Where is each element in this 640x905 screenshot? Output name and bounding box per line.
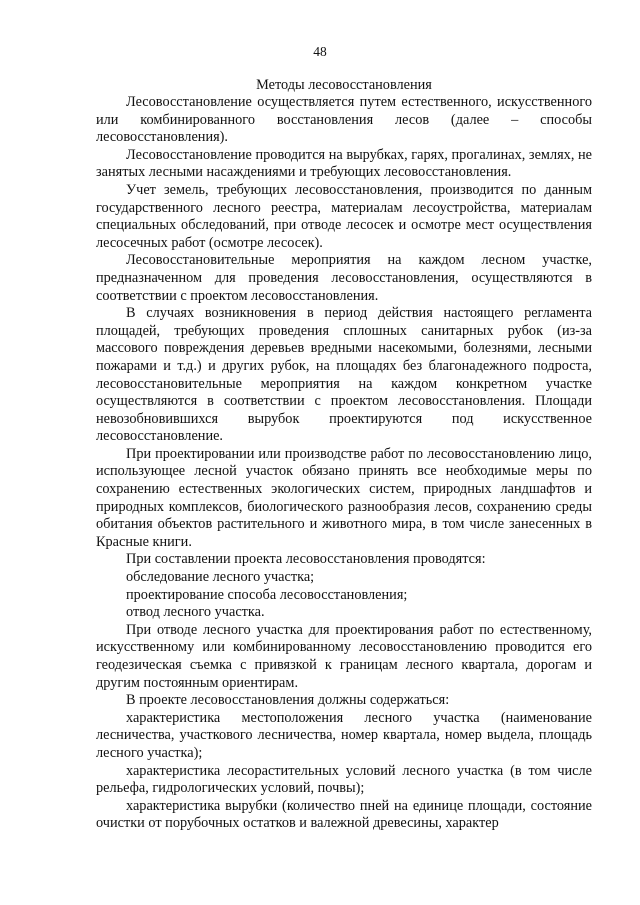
list-item: характеристика местоположения лесного участка (наименование лесничества, участкового лесничества, номер квартала, номер выдела, площадь лесного участка);	[96, 709, 592, 761]
list-item: отвод лесного участка.	[126, 604, 265, 621]
paragraph: В проекте лесовосстановления должны содержаться:	[126, 692, 450, 709]
page-number: 48	[313, 44, 327, 59]
paragraph: Учет земель, требующих лесовосстановления, производится по данным государственного лесного реестра, материалам лесоустройства, материалам специальных обследований, при отводе лесосек и осмотре мест осуществления лесосечных работ (осмотре лесосек).	[96, 181, 592, 251]
list-item: характеристика лесорастительных условий лесного участка (в том числе рельефа, гидрологических условий, почвы);	[96, 762, 592, 797]
paragraph: При отводе лесного участка для проектирования работ по естественному, искусственному или комбинированному лесовосстановлению проводится его геодезическая съемка с привязкой к границам лесного квартала, дорогам и другим постоянным ориентирам.	[96, 621, 592, 691]
list-item: обследование лесного участка;	[126, 569, 315, 586]
paragraph: В случаях возникновения в период действия настоящего регламента площадей, требующих проведения сплошных санитарных рубок (из-за массового повреждения деревьев вредными насекомыми, болезнями, лесными пожарами и т.д.) и других рубок, на площадях без благонадежного подроста, лесовосстановительные мероприятия на каждом конкретном участке осуществляются в соответствии с проектом лесовосстановления. Площади невозобновившихся вырубок проектируются под искусственное лесовосстановление.	[96, 305, 592, 445]
section-title: Методы лесовосстановления	[256, 77, 432, 93]
paragraph: Лесовосстановление осуществляется путем естественного, искусственного или комбинированного восстановления лесов (далее – способы лесовосстановления).	[96, 94, 592, 146]
paragraph: Лесовосстановительные мероприятия на каждом лесном участке, предназначенном для проведения лесовосстановления, осуществляются в соответствии с проектом лесовосстановления.	[96, 252, 592, 304]
paragraph: При составлении проекта лесовосстановления проводятся:	[126, 551, 486, 568]
paragraph: Лесовосстановление проводится на вырубках, гарях, прогалинах, землях, не занятых лесными насаждениями и требующих лесовосстановления.	[96, 146, 592, 181]
list-item: характеристика вырубки (количество пней на единице площади, состояние очистки от порубочных остатков и валежной древесины, характер	[96, 797, 592, 832]
paragraph: При проектировании или производстве работ по лесовосстановлению лицо, использующее лесной участок обязано принять все необходимые меры по сохранению естественных экологических систем, природных ландшафтов и природных комплексов, биологического разнообразия лесов, сохранению среды обитания объектов растительного и животного мира, в том числе занесенных в Красные книги.	[96, 445, 592, 550]
list-item: проектирование способа лесовосстановления;	[126, 586, 408, 603]
document-body	[96, 94, 592, 833]
